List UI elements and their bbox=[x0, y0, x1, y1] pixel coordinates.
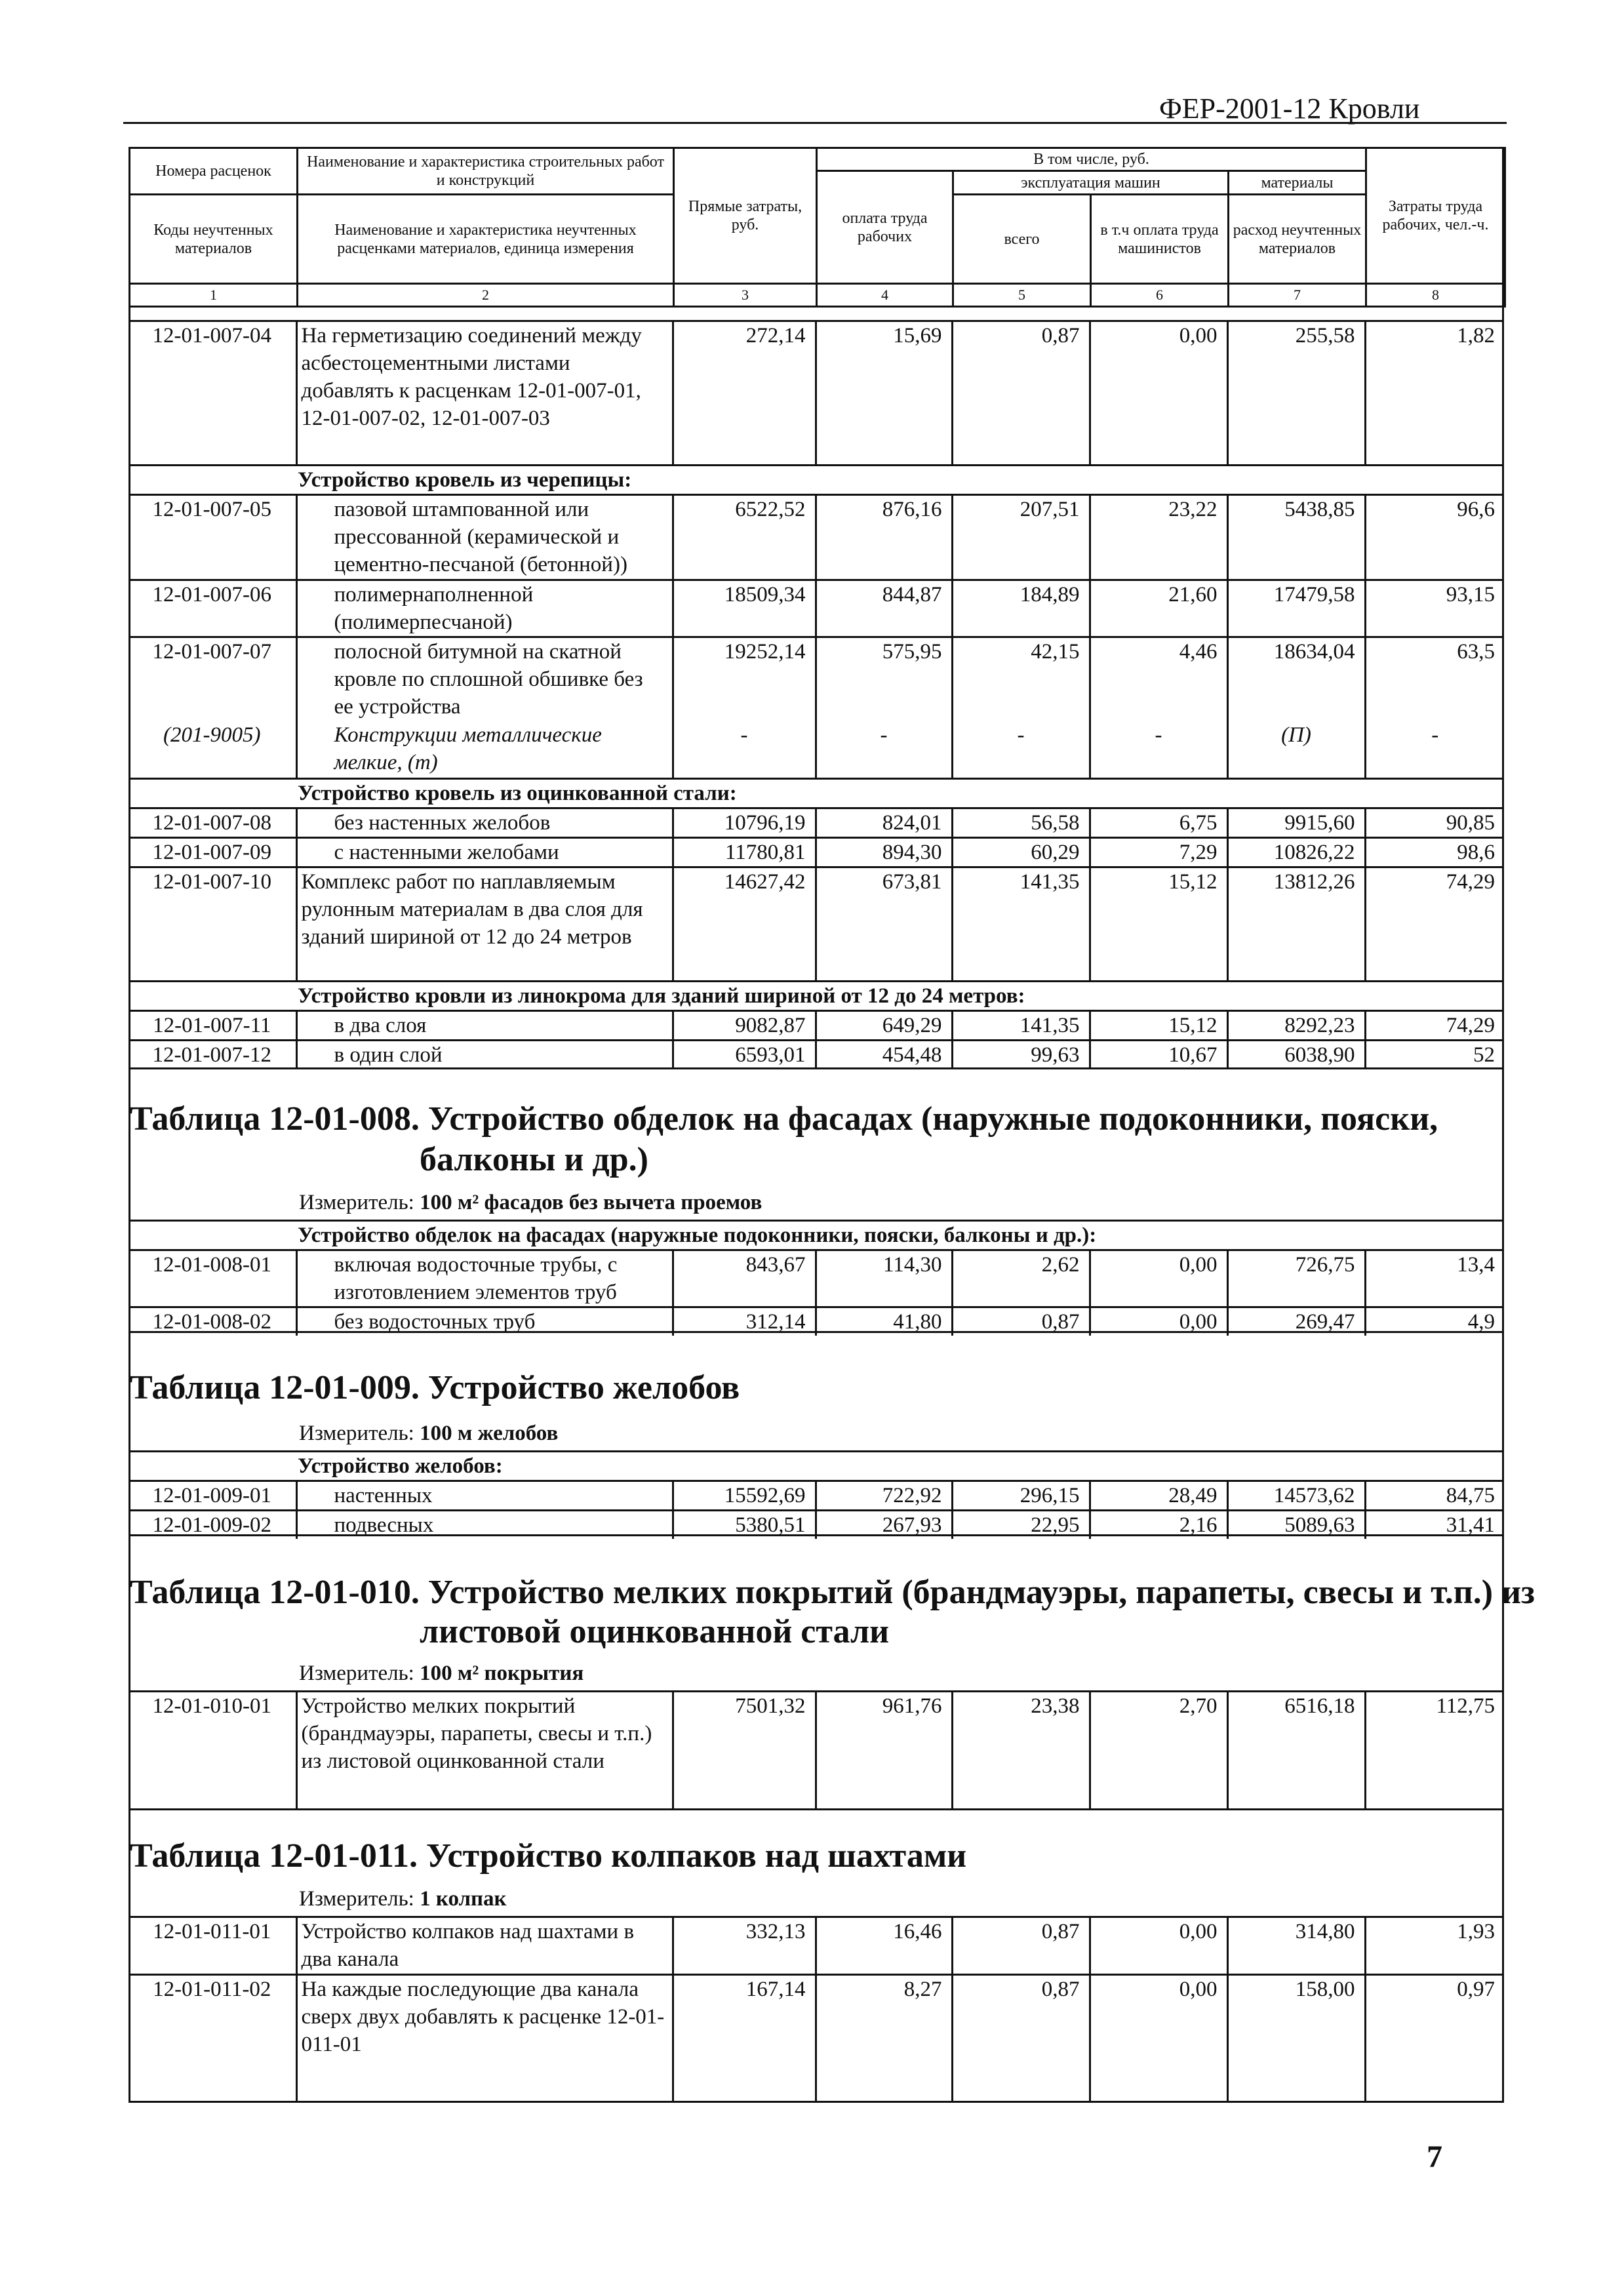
cell-mach: 56,58 bbox=[952, 808, 1090, 838]
table-bottom-rule bbox=[129, 1067, 1504, 1069]
table-row bbox=[129, 495, 1504, 580]
cell-pay: 824,01 bbox=[816, 808, 952, 838]
table-caption: Таблица 12-01-011. Устройство колпаков над шахтами bbox=[130, 1837, 967, 1875]
measure-label: Измеритель: bbox=[299, 1422, 414, 1445]
cell-mach-pay: 0,00 bbox=[1090, 1975, 1227, 2102]
cell-mach: 141,35 bbox=[952, 1011, 1090, 1041]
row-code: 12-01-008-02 bbox=[129, 1307, 296, 1336]
cell-hours: 96,6 bbox=[1365, 495, 1504, 580]
cell-materials: 158,00 bbox=[1227, 1975, 1365, 2102]
hdr-labor-hours: Затраты труда рабочих, чел.-ч. bbox=[1366, 148, 1505, 284]
hdr-machines: эксплуатация машин bbox=[953, 171, 1229, 195]
table-caption-cont: листовой оцинкованной стали bbox=[420, 1613, 890, 1650]
row-code: 12-01-007-04 bbox=[129, 321, 296, 466]
hdr-machinist-pay: в т.ч оплата труда машинистов bbox=[1091, 195, 1229, 284]
cell-pay: 454,48 bbox=[816, 1041, 952, 1069]
header-rule bbox=[123, 122, 1507, 124]
cell-pay: 876,16 bbox=[816, 495, 952, 580]
cell-pay: 16,46 bbox=[816, 1917, 952, 1975]
section-row bbox=[129, 1452, 1504, 1481]
col-num-5: 5 bbox=[953, 284, 1091, 307]
row-name: Устройство мелких покрытий (брандмауэры, парапеты, свесы и т.п.) из листовой оцинкованной стали bbox=[296, 1692, 673, 1808]
cell-direct: 6593,01 bbox=[673, 1041, 816, 1069]
cell-direct: 167,14 bbox=[673, 1975, 816, 2102]
running-header-title: ФЕР-2001-12 Кровли bbox=[1159, 92, 1420, 125]
row-name: настенных bbox=[296, 1481, 673, 1511]
cell-pay: 649,29 bbox=[816, 1011, 952, 1041]
row-name: включая водосточные трубы, с изготовлением элементов труб bbox=[296, 1250, 673, 1307]
cell-pay: 961,76 bbox=[816, 1692, 952, 1808]
table-caption: Таблица 12-01-010. Устройство мелких покрытий (брандмауэры, парапеты, свесы и т.п.) из bbox=[130, 1574, 1535, 1611]
measure-value: 100 м желобов bbox=[420, 1422, 559, 1445]
cell-pay: 41,80 bbox=[816, 1307, 952, 1336]
cell-hours: 74,29 bbox=[1365, 1011, 1504, 1041]
cell-mach-pay: 2,16 bbox=[1090, 1511, 1227, 1540]
cell-materials: 18634,04 bbox=[1227, 637, 1365, 721]
row-code: 12-01-010-01 bbox=[129, 1692, 296, 1808]
col-num-6: 6 bbox=[1091, 284, 1229, 307]
col-num-1: 1 bbox=[130, 284, 298, 307]
col-num-2: 2 bbox=[298, 284, 674, 307]
cell-mach-pay: 7,29 bbox=[1090, 838, 1227, 867]
cell-mach-pay: 0,00 bbox=[1090, 1917, 1227, 1975]
cell-direct: 10796,19 bbox=[673, 808, 816, 838]
cell-pay: 673,81 bbox=[816, 867, 952, 982]
row-name: подвесных bbox=[296, 1511, 673, 1540]
cell-mach: - bbox=[952, 721, 1090, 779]
measure-line bbox=[299, 1422, 558, 1446]
table-row bbox=[129, 1011, 1504, 1041]
cell-pay: 575,95 bbox=[816, 637, 952, 721]
cell-direct: 15592,69 bbox=[673, 1481, 816, 1511]
hdr-name-b: Наименование и характеристика неучтенных расценками материалов, единица измерения bbox=[298, 195, 674, 284]
cell-pay: 844,87 bbox=[816, 580, 952, 637]
cell-hours: 1,82 bbox=[1365, 321, 1504, 466]
cell-hours: 0,97 bbox=[1365, 1975, 1504, 2102]
cell-pay: 267,93 bbox=[816, 1511, 952, 1540]
cell-materials: 17479,58 bbox=[1227, 580, 1365, 637]
cell-direct: 843,67 bbox=[673, 1250, 816, 1307]
cell-mach: 0,87 bbox=[952, 1975, 1090, 2102]
cell-materials: 9915,60 bbox=[1227, 808, 1365, 838]
table-row bbox=[129, 1041, 1504, 1069]
cell-hours: 74,29 bbox=[1365, 867, 1504, 982]
measure-value: 100 м² покрытия bbox=[420, 1662, 584, 1685]
row-name: На каждые последующие два канала сверх двух добавлять к расценке 12-01-011-01 bbox=[296, 1975, 673, 2102]
section-title: Устройство кровель из черепицы: bbox=[129, 466, 1504, 495]
row-name: Комплекс работ по наплавляемым рулонным материалам в два слоя для зданий шириной от 12 до 24 метров bbox=[296, 867, 673, 982]
row-code: 12-01-007-07 bbox=[129, 637, 296, 721]
section-title: Устройство кровель из оцинкованной стали: bbox=[129, 779, 1504, 808]
cell-direct: 332,13 bbox=[673, 1917, 816, 1975]
page-number: 7 bbox=[1427, 2140, 1442, 2174]
cell-hours: 93,15 bbox=[1365, 580, 1504, 637]
cell-pay: - bbox=[816, 721, 952, 779]
cell-pay: 15,69 bbox=[816, 321, 952, 466]
table-12-01-010 bbox=[129, 1690, 1504, 1808]
cell-materials: 5438,85 bbox=[1227, 495, 1365, 580]
hdr-name-a: Наименование и характеристика строительных работ и конструкций bbox=[298, 148, 674, 195]
cell-mach: 2,62 bbox=[952, 1250, 1090, 1307]
table-row bbox=[129, 838, 1504, 867]
row-name: Устройство колпаков над шахтами в два канала bbox=[296, 1917, 673, 1975]
cell-direct: 14627,42 bbox=[673, 867, 816, 982]
cell-direct: 19252,14 bbox=[673, 637, 816, 721]
cell-materials: 8292,23 bbox=[1227, 1011, 1365, 1041]
section-row bbox=[129, 982, 1504, 1011]
table-12-01-007 bbox=[129, 320, 1504, 1069]
cell-materials: 5089,63 bbox=[1227, 1511, 1365, 1540]
cell-direct: 18509,34 bbox=[673, 580, 816, 637]
cell-hours: 52 bbox=[1365, 1041, 1504, 1069]
col-num-3: 3 bbox=[674, 284, 817, 307]
cell-mach: 207,51 bbox=[952, 495, 1090, 580]
cell-mach-pay: 15,12 bbox=[1090, 867, 1227, 982]
table-row bbox=[129, 1250, 1504, 1307]
row-code: 12-01-009-02 bbox=[129, 1511, 296, 1540]
cell-materials: 6516,18 bbox=[1227, 1692, 1365, 1808]
cell-hours: 63,5 bbox=[1365, 637, 1504, 721]
cell-mach-pay: 2,70 bbox=[1090, 1692, 1227, 1808]
column-header-table bbox=[129, 147, 1506, 308]
section-title: Устройство желобов: bbox=[129, 1452, 1504, 1481]
col-num-8: 8 bbox=[1366, 284, 1505, 307]
cell-mach-pay: 4,46 bbox=[1090, 637, 1227, 721]
table-caption: Таблица 12-01-009. Устройство желобов bbox=[130, 1369, 740, 1406]
cell-hours: 31,41 bbox=[1365, 1511, 1504, 1540]
material-row bbox=[129, 721, 1504, 779]
cell-mach: 296,15 bbox=[952, 1481, 1090, 1511]
row-code: 12-01-008-01 bbox=[129, 1250, 296, 1307]
hdr-machines-total: всего bbox=[953, 195, 1091, 284]
cell-mach: 60,29 bbox=[952, 838, 1090, 867]
measure-label: Измеритель: bbox=[299, 1191, 414, 1214]
cell-hours: - bbox=[1365, 721, 1504, 779]
cell-mach-pay: 6,75 bbox=[1090, 808, 1227, 838]
table-row bbox=[129, 1692, 1504, 1808]
cell-materials: 14573,62 bbox=[1227, 1481, 1365, 1511]
measure-value: 100 м² фасадов без вычета проемов bbox=[420, 1191, 762, 1214]
measure-line bbox=[299, 1662, 584, 1686]
cell-mach-pay: 23,22 bbox=[1090, 495, 1227, 580]
row-code: 12-01-007-10 bbox=[129, 867, 296, 982]
table-row bbox=[129, 808, 1504, 838]
section-row bbox=[129, 466, 1504, 495]
cell-mach-pay: 0,00 bbox=[1090, 1307, 1227, 1336]
table-bottom-rule bbox=[129, 1534, 1504, 1536]
cell-mach: 184,89 bbox=[952, 580, 1090, 637]
table-row bbox=[129, 321, 1504, 466]
row-code: 12-01-007-08 bbox=[129, 808, 296, 838]
cell-materials: (П) bbox=[1227, 721, 1365, 779]
table-12-01-009 bbox=[129, 1450, 1504, 1539]
section-title: Устройство кровли из линокрома для зданий шириной от 12 до 24 метров: bbox=[129, 982, 1504, 1011]
measure-line bbox=[299, 1191, 762, 1215]
row-code: 12-01-007-12 bbox=[129, 1041, 296, 1069]
cell-direct: 9082,87 bbox=[673, 1011, 816, 1041]
row-name: полимернаполненной (полимерпесчаной) bbox=[296, 580, 673, 637]
cell-mach-pay: 0,00 bbox=[1090, 321, 1227, 466]
cell-mach-pay: 15,12 bbox=[1090, 1011, 1227, 1041]
cell-mach: 99,63 bbox=[952, 1041, 1090, 1069]
cell-materials: 314,80 bbox=[1227, 1917, 1365, 1975]
cell-mach: 42,15 bbox=[952, 637, 1090, 721]
row-code: 12-01-011-01 bbox=[129, 1917, 296, 1975]
cell-mach: 23,38 bbox=[952, 1692, 1090, 1808]
cell-hours: 1,93 bbox=[1365, 1917, 1504, 1975]
cell-mach-pay: 21,60 bbox=[1090, 580, 1227, 637]
cell-mach: 141,35 bbox=[952, 867, 1090, 982]
hdr-including: В том числе, руб. bbox=[817, 148, 1366, 171]
section-title: Устройство обделок на фасадах (наружные подоконники, пояски, балконы и др.): bbox=[129, 1221, 1504, 1250]
row-name: с настенными желобами bbox=[296, 838, 673, 867]
hdr-materials-use: расход неучтенных материалов bbox=[1229, 195, 1366, 284]
table-row bbox=[129, 1975, 1504, 2102]
cell-direct: 312,14 bbox=[673, 1307, 816, 1336]
cell-pay: 722,92 bbox=[816, 1481, 952, 1511]
measure-label: Измеритель: bbox=[299, 1662, 414, 1685]
cell-materials: 255,58 bbox=[1227, 321, 1365, 466]
cell-materials: 6038,90 bbox=[1227, 1041, 1365, 1069]
col-num-7: 7 bbox=[1229, 284, 1366, 307]
row-name: в два слоя bbox=[296, 1011, 673, 1041]
section-row bbox=[129, 779, 1504, 808]
cell-direct: 6522,52 bbox=[673, 495, 816, 580]
row-code: 12-01-007-11 bbox=[129, 1011, 296, 1041]
cell-mach-pay: - bbox=[1090, 721, 1227, 779]
cell-mach-pay: 10,67 bbox=[1090, 1041, 1227, 1069]
cell-mach: 0,87 bbox=[952, 321, 1090, 466]
cell-mach: 0,87 bbox=[952, 1307, 1090, 1336]
material-name: Конструкции металлические мелкие, (т) bbox=[296, 721, 673, 779]
row-code: 12-01-007-09 bbox=[129, 838, 296, 867]
row-code: 12-01-009-01 bbox=[129, 1481, 296, 1511]
cell-materials: 13812,26 bbox=[1227, 867, 1365, 982]
measure-line bbox=[299, 1887, 507, 1911]
row-name: без водосточных труб bbox=[296, 1307, 673, 1336]
cell-direct: - bbox=[673, 721, 816, 779]
table-row bbox=[129, 1917, 1504, 1975]
section-row bbox=[129, 1221, 1504, 1250]
row-name: в один слой bbox=[296, 1041, 673, 1069]
table-caption: Таблица 12-01-008. Устройство обделок на фасадах (наружные подоконники, пояски, bbox=[130, 1100, 1438, 1138]
cell-hours: 84,75 bbox=[1365, 1481, 1504, 1511]
table-row bbox=[129, 867, 1504, 982]
row-name: полосной битумной на скатной кровле по сплошной обшивке без ее устройства bbox=[296, 637, 673, 721]
cell-materials: 269,47 bbox=[1227, 1307, 1365, 1336]
cell-pay: 894,30 bbox=[816, 838, 952, 867]
cell-materials: 726,75 bbox=[1227, 1250, 1365, 1307]
measure-value: 1 колпак bbox=[420, 1887, 507, 1911]
cell-hours: 4,9 bbox=[1365, 1307, 1504, 1336]
row-name: пазовой штампованной или прессованной (керамической и цементно-песчаной (бетонной)) bbox=[296, 495, 673, 580]
hdr-codes-a: Номера расценок bbox=[130, 148, 298, 195]
cell-mach: 0,87 bbox=[952, 1917, 1090, 1975]
cell-pay: 8,27 bbox=[816, 1975, 952, 2102]
row-code: 12-01-011-02 bbox=[129, 1975, 296, 2102]
cell-mach-pay: 0,00 bbox=[1090, 1250, 1227, 1307]
cell-hours: 112,75 bbox=[1365, 1692, 1504, 1808]
measure-label: Измеритель: bbox=[299, 1887, 414, 1911]
row-name: без настенных желобов bbox=[296, 808, 673, 838]
hdr-direct-costs: Прямые затраты, руб. bbox=[674, 148, 817, 284]
cell-mach-pay: 28,49 bbox=[1090, 1481, 1227, 1511]
cell-direct: 272,14 bbox=[673, 321, 816, 466]
cell-mach: 22,95 bbox=[952, 1511, 1090, 1540]
table-12-01-011 bbox=[129, 1916, 1504, 2102]
cell-direct: 11780,81 bbox=[673, 838, 816, 867]
table-row bbox=[129, 580, 1504, 637]
hdr-materials: материалы bbox=[1229, 171, 1366, 195]
cell-direct: 5380,51 bbox=[673, 1511, 816, 1540]
table-bottom-rule bbox=[129, 1331, 1504, 1333]
hdr-worker-pay: оплата труда рабочих bbox=[817, 171, 953, 284]
table-12-01-008 bbox=[129, 1220, 1504, 1336]
cell-materials: 10826,22 bbox=[1227, 838, 1365, 867]
hdr-codes-b: Коды неучтенных материалов bbox=[130, 195, 298, 284]
table-row bbox=[129, 637, 1504, 721]
table-row bbox=[129, 1481, 1504, 1511]
material-code: (201-9005) bbox=[163, 723, 261, 747]
cell-direct: 7501,32 bbox=[673, 1692, 816, 1808]
row-name: На герметизацию соединений между асбестоцементными листами добавлять к расценкам 12-01-007-01, 12-01-007-02, 12-01-007-03 bbox=[296, 321, 673, 466]
row-code: 12-01-007-06 bbox=[129, 580, 296, 637]
row-code: 12-01-007-05 bbox=[129, 495, 296, 580]
cell-hours: 98,6 bbox=[1365, 838, 1504, 867]
table-bottom-rule bbox=[129, 1808, 1504, 1810]
cell-pay: 114,30 bbox=[816, 1250, 952, 1307]
table-caption-cont: балконы и др.) bbox=[420, 1141, 648, 1178]
cell-hours: 90,85 bbox=[1365, 808, 1504, 838]
col-num-4: 4 bbox=[817, 284, 953, 307]
cell-hours: 13,4 bbox=[1365, 1250, 1504, 1307]
